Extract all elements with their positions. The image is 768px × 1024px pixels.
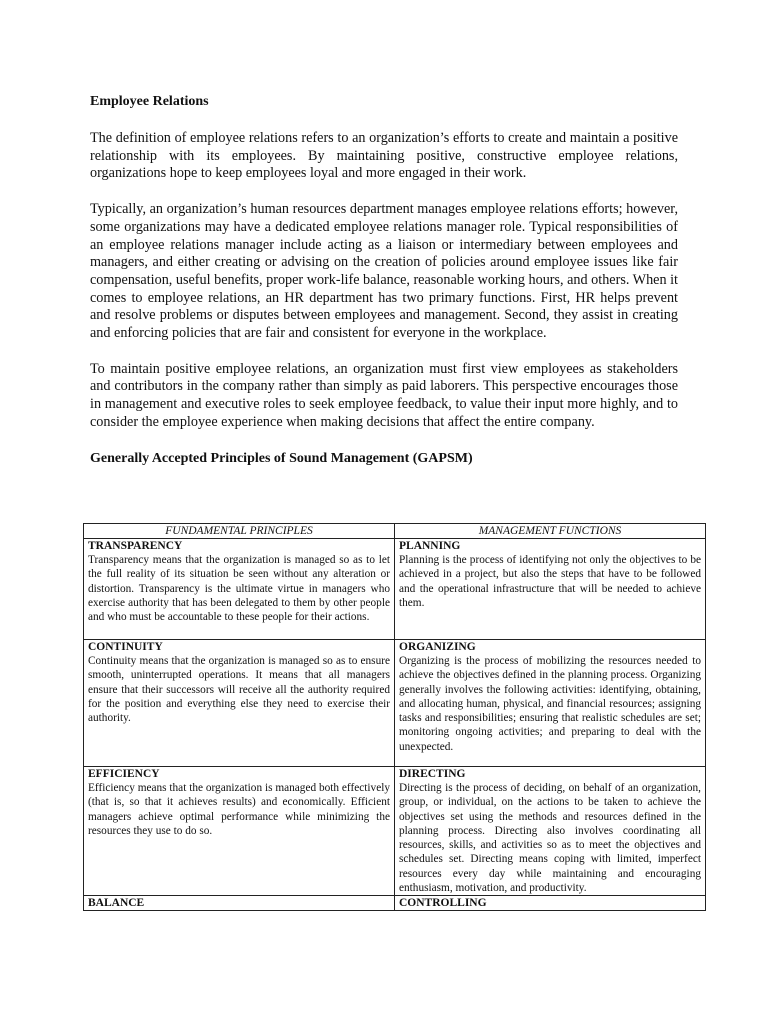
paragraph-positive-relations: To maintain positive employee relations, an organization must first view employees as stakeholders and contributors in the company rather than simply as paid laborers. This perspective encourages those in management and executive roles to seek employee feedback, to value their input more highly, and to consider the employee experience when making decisions that affect the entire company. xyxy=(90,360,678,430)
cell-title: DIRECTING xyxy=(399,768,466,780)
table-row xyxy=(84,640,706,767)
cell-title: ORGANIZING xyxy=(399,641,476,653)
cell-organizing xyxy=(395,640,706,767)
cell-title: CONTINUITY xyxy=(88,641,163,653)
cell-controlling xyxy=(395,896,706,911)
paragraph-hr-department: Typically, an organization’s human resources department manages employee relations efforts; however, some organizations may have a dedicated employee relations manager role. Typical responsibilities of an employee relations manager include acting as a liaison or intermediary between employees and managers, and either creating or advising on the creation of policies around employee issues like fair compensation, useful benefits, proper work-life balance, reasonable working hours, and others. When it comes to employee relations, an HR department has two primary functions. First, HR helps prevent and resolve problems or disputes between employees and management. Second, they assist in creating and enforcing policies that are fair and consistent for everyone in the workplace. xyxy=(90,201,678,342)
cell-planning xyxy=(395,539,706,640)
cell-continuity xyxy=(84,640,395,767)
paragraph-definition: The definition of employee relations refers to an organization’s efforts to create and maintain a positive relationship with its employees. By maintaining positive, constructive employee relations, organizations hope to keep employees loyal and more engaged in their work. xyxy=(90,130,678,182)
cell-text: Efficiency means that the organization is managed both effectively (that is, so that it achieves results) and economically. Efficient managers achieve optimal performance while minimizing the resources they use to do so. xyxy=(88,782,390,837)
table-header-row xyxy=(84,524,706,539)
table-row xyxy=(84,767,706,896)
cell-text: Continuity means that the organization is managed so as to ensure smooth, uninterrupted operations. It means that all managers ensure that their successors will receive all the authority required for the position and everything else they need to exercise their authority. xyxy=(88,655,390,725)
table-row xyxy=(84,896,706,911)
cell-transparency xyxy=(84,539,395,640)
header-fundamental-principles: FUNDAMENTAL PRINCIPLES xyxy=(84,524,395,539)
cell-title: CONTROLLING xyxy=(399,897,487,910)
header-management-functions: MANAGEMENT FUNCTIONS xyxy=(395,524,706,539)
cell-directing xyxy=(395,767,706,896)
page-title: Employee Relations xyxy=(90,94,209,109)
cell-title: PLANNING xyxy=(399,540,461,552)
cell-text: Transparency means that the organization is managed so as to let the full reality of its situation be seen without any alteration or distortion. Transparency is the ultimate virtue in managers who exercise authority that has been delegated to them by other people and who must be accountable to these people for their actions. xyxy=(88,554,390,624)
cell-title: EFFICIENCY xyxy=(88,768,160,780)
cell-efficiency xyxy=(84,767,395,896)
cell-text: Directing is the process of deciding, on behalf of an organization, group, or individual, on the actions to be taken to achieve the objectives set using the methods and resources defined in the planning process. Directing also involves coordinating all resources, skills, and activities so as to meet the objectives and schedules set. Directing means coping with limited, imperfect resources every day while maintaining and encouraging enthusiasm, motivation, and productivity. xyxy=(399,782,701,895)
cell-balance xyxy=(84,896,395,911)
table-row xyxy=(84,539,706,640)
document-page xyxy=(90,93,678,483)
gapsm-table xyxy=(83,523,706,911)
cell-text: Planning is the process of identifying not only the objectives to be achieved in a project, but also the steps that have to be followed and the operational infrastructure that will be needed to achieve them. xyxy=(399,554,701,609)
section-title-gapsm: Generally Accepted Principles of Sound Management (GAPSM) xyxy=(90,450,473,466)
cell-title: BALANCE xyxy=(88,897,145,910)
cell-title: TRANSPARENCY xyxy=(88,540,183,552)
cell-text: Organizing is the process of mobilizing the resources needed to achieve the objectives defined in the planning process. Organizing generally involves the following activities: identifying, obtaining, and allocating human, physical, and financial resources; assigning tasks and responsibilities; ensuring that realistic schedules are set; monitoring ongoing activities; and preparing to deal with the unexpected. xyxy=(399,655,701,753)
